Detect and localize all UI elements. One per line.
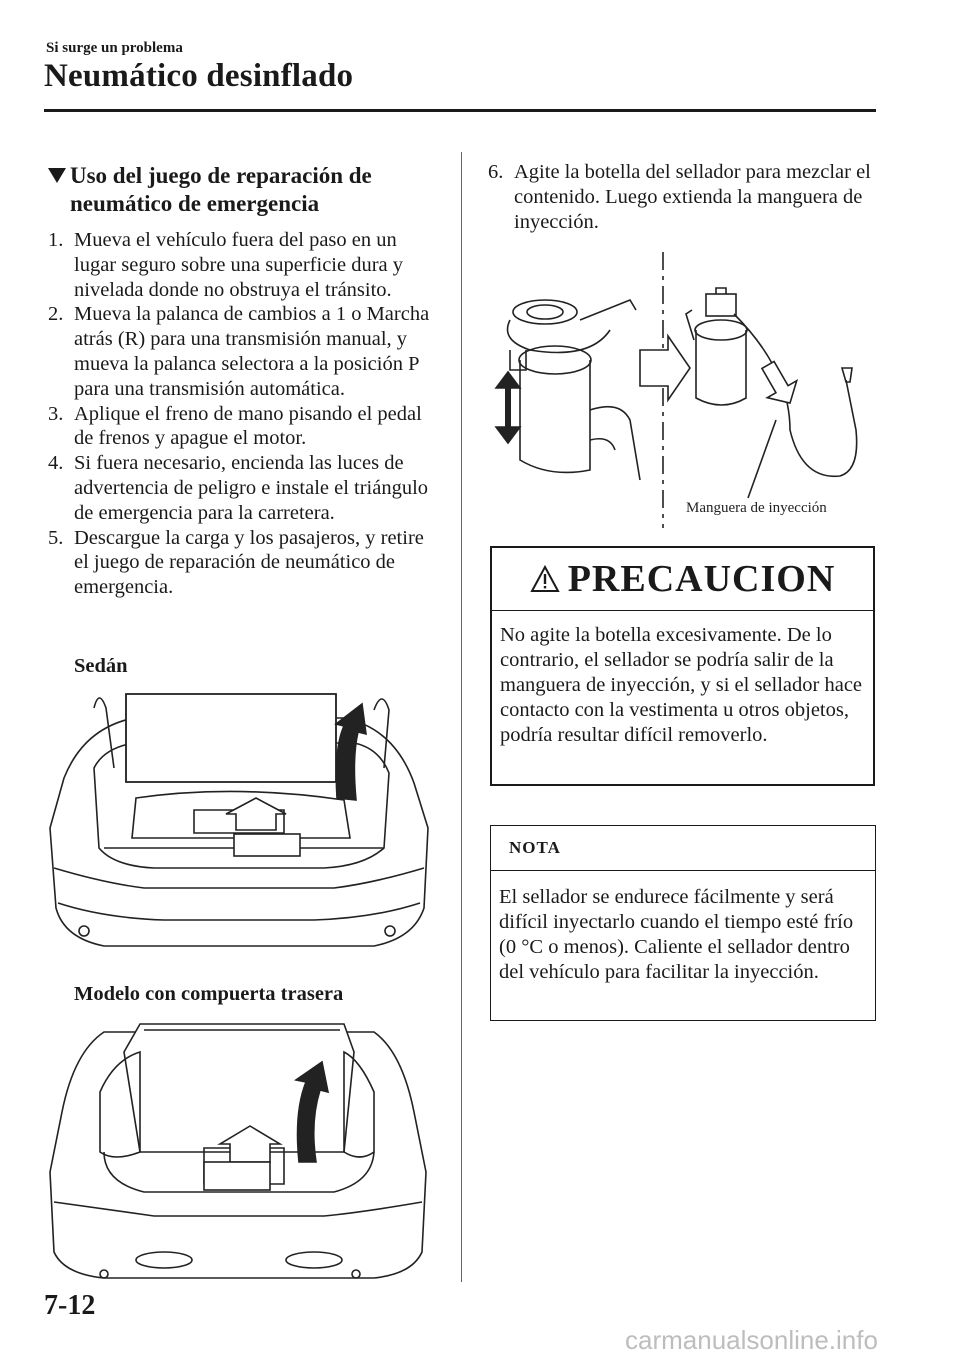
sedan-trunk-illustration: [44, 688, 430, 956]
step-text: Descargue la carga y los pasajeros, y retire el juego de reparación de neumático de emergencia.: [74, 526, 424, 599]
note-title: NOTA: [491, 826, 875, 871]
step-number: 3.: [48, 402, 64, 425]
caution-box: [490, 546, 875, 786]
step-number: 6.: [488, 161, 504, 183]
step-item: [48, 228, 443, 302]
caution-header: [492, 548, 873, 611]
step-6: [488, 160, 878, 234]
step-number: 4.: [48, 452, 64, 475]
section-heading: [48, 162, 448, 218]
step-text: Agite la botella del sellador para mezclar el contenido. Luego extienda la manguera de inyección.: [514, 161, 871, 233]
step-item: [48, 526, 443, 600]
step-text: Mueva la palanca de cambios a 1 o Marcha atrás (R) para una transmisión manual, y mueva la palanca selectora a la posición P para una transmisión automática.: [74, 303, 430, 400]
hatchback-trunk-illustration: [44, 1012, 430, 1284]
step-text: Si fuera necesario, encienda las luces de advertencia de peligro e instale el triángulo de emergencia para la carretera.: [74, 452, 429, 524]
step-number: 2.: [48, 303, 64, 326]
step-item: [48, 451, 443, 525]
page-title: Neumático desinflado: [44, 58, 354, 94]
triangle-down-icon: [48, 168, 66, 183]
column-divider: [461, 152, 462, 1282]
sealant-bottle-illustration: [490, 250, 876, 530]
step-text: Aplique el freno de mano pisando el pedal de frenos y apague el motor.: [74, 402, 422, 450]
step-item: [488, 160, 878, 234]
note-body: El sellador se endurece fácilmente y será difícil inyectarlo cuando el tiempo esté frío (0 °C o menos). Caliente el sellador dentro del vehículo para facilitar la inyección.: [499, 886, 854, 983]
hose-label: Manguera de inyección: [686, 500, 827, 516]
hatchback-label: Modelo con compuerta trasera: [74, 983, 344, 1005]
warning-triangle-icon: [530, 565, 560, 593]
note-box: [490, 825, 876, 1021]
breadcrumb: Si surge un problema: [46, 40, 183, 56]
step-number: 5.: [48, 526, 64, 549]
page-number: 7-12: [44, 1290, 96, 1321]
step-item: [48, 302, 443, 401]
watermark: carmanualsonline.info: [625, 1325, 878, 1355]
step-item: [48, 402, 443, 452]
caution-title: PRECAUCION: [567, 558, 836, 600]
section-heading-text: Uso del juego de reparación de neumático de emergencia: [70, 163, 372, 216]
caution-body: No agite la botella excesivamente. De lo contrario, el sellador se podría salir de la manguera de inyección, y si el sellador hace contacto con la vestimenta u otros objetos, podría resultar difícil removerlo.: [500, 624, 863, 746]
steps-list: [48, 228, 443, 600]
step-text: Mueva el vehículo fuera del paso en un lugar seguro sobre una superficie dura y nivelada donde no obstruya el tránsito.: [74, 229, 404, 301]
title-rule: [44, 109, 876, 112]
sedan-label: Sedán: [74, 655, 128, 677]
step-number: 1.: [48, 229, 64, 251]
